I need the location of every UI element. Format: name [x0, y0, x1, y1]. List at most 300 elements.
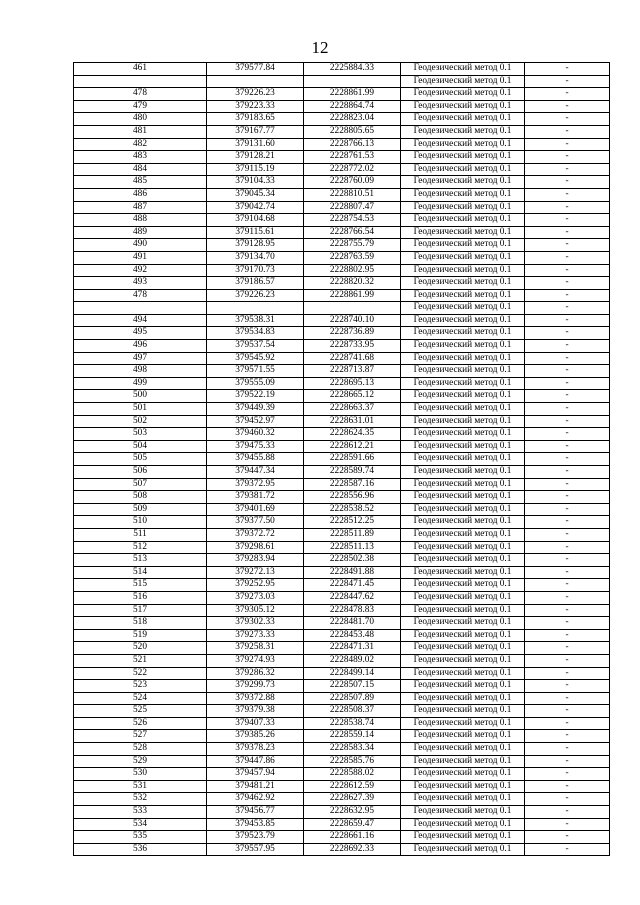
point-number-cell: 487 — [74, 201, 207, 214]
table-row — [74, 466, 610, 479]
point-number-cell: 531 — [74, 780, 207, 793]
x-coordinate-cell: 379475.33 — [207, 440, 304, 453]
table-row — [74, 503, 610, 516]
note-cell: - — [525, 466, 610, 479]
x-coordinate-cell: 379557.95 — [207, 843, 304, 856]
table-row — [74, 806, 610, 819]
point-number-cell: 535 — [74, 831, 207, 844]
method-cell: Геодезический метод 0.1 — [401, 642, 525, 655]
point-number-cell: 501 — [74, 403, 207, 416]
x-coordinate-cell: 379299.73 — [207, 680, 304, 693]
y-coordinate-cell: 2228491.88 — [304, 566, 401, 579]
point-number-cell: 489 — [74, 226, 207, 239]
method-cell: Геодезический метод 0.1 — [401, 692, 525, 705]
point-number-cell: 509 — [74, 503, 207, 516]
point-number-cell: 502 — [74, 415, 207, 428]
x-coordinate-cell: 379457.94 — [207, 768, 304, 781]
x-coordinate-cell: 379455.88 — [207, 453, 304, 466]
point-number-cell: 483 — [74, 151, 207, 164]
method-cell: Геодезический метод 0.1 — [401, 667, 525, 680]
y-coordinate-cell: 2228587.16 — [304, 478, 401, 491]
coordinates-table-body — [74, 63, 610, 856]
point-number-cell: 478 — [74, 88, 207, 101]
y-coordinate-cell: 2228511.13 — [304, 541, 401, 554]
x-coordinate-cell: 379226.23 — [207, 289, 304, 302]
point-number-cell: 515 — [74, 579, 207, 592]
y-coordinate-cell: 2228538.74 — [304, 717, 401, 730]
point-number-cell: 518 — [74, 617, 207, 630]
note-cell: - — [525, 843, 610, 856]
point-number-cell: 523 — [74, 680, 207, 693]
table-row — [74, 642, 610, 655]
table-row — [74, 692, 610, 705]
note-cell: - — [525, 75, 610, 88]
x-coordinate-cell: 379252.95 — [207, 579, 304, 592]
note-cell: - — [525, 591, 610, 604]
y-coordinate-cell: 2228733.95 — [304, 340, 401, 353]
note-cell: - — [525, 642, 610, 655]
method-cell: Геодезический метод 0.1 — [401, 843, 525, 856]
x-coordinate-cell: 379170.73 — [207, 264, 304, 277]
point-number-cell: 485 — [74, 176, 207, 189]
y-coordinate-cell: 2228489.02 — [304, 654, 401, 667]
x-coordinate-cell: 379134.70 — [207, 251, 304, 264]
point-number-cell: 480 — [74, 113, 207, 126]
table-row — [74, 264, 610, 277]
point-number-cell: 461 — [74, 63, 207, 76]
note-cell: - — [525, 654, 610, 667]
y-coordinate-cell: 2228447.62 — [304, 591, 401, 604]
table-row — [74, 680, 610, 693]
method-cell: Геодезический метод 0.1 — [401, 654, 525, 667]
x-coordinate-cell: 379571.55 — [207, 365, 304, 378]
point-number-cell: 525 — [74, 705, 207, 718]
point-number-cell: 505 — [74, 453, 207, 466]
table-row — [74, 629, 610, 642]
point-number-cell: 524 — [74, 692, 207, 705]
method-cell: Геодезический метод 0.1 — [401, 528, 525, 541]
x-coordinate-cell: 379283.94 — [207, 554, 304, 567]
x-coordinate-cell: 379167.77 — [207, 125, 304, 138]
point-number-cell — [74, 302, 207, 315]
point-number-cell: 494 — [74, 314, 207, 327]
table-row — [74, 214, 610, 227]
note-cell: - — [525, 528, 610, 541]
point-number-cell: 499 — [74, 377, 207, 390]
note-cell: - — [525, 226, 610, 239]
method-cell: Геодезический метод 0.1 — [401, 226, 525, 239]
note-cell: - — [525, 806, 610, 819]
method-cell: Геодезический метод 0.1 — [401, 314, 525, 327]
table-row — [74, 453, 610, 466]
note-cell: - — [525, 541, 610, 554]
point-number-cell: 496 — [74, 340, 207, 353]
x-coordinate-cell: 379223.33 — [207, 100, 304, 113]
note-cell: - — [525, 780, 610, 793]
y-coordinate-cell — [304, 75, 401, 88]
table-row — [74, 201, 610, 214]
point-number-cell: 522 — [74, 667, 207, 680]
point-number-cell: 520 — [74, 642, 207, 655]
y-coordinate-cell: 2228481.70 — [304, 617, 401, 630]
note-cell: - — [525, 100, 610, 113]
table-row — [74, 365, 610, 378]
table-row — [74, 239, 610, 252]
note-cell: - — [525, 705, 610, 718]
x-coordinate-cell: 379128.95 — [207, 239, 304, 252]
table-row — [74, 667, 610, 680]
table-row — [74, 818, 610, 831]
x-coordinate-cell: 379302.33 — [207, 617, 304, 630]
x-coordinate-cell: 379447.86 — [207, 755, 304, 768]
point-number-cell: 510 — [74, 516, 207, 529]
point-number-cell: 488 — [74, 214, 207, 227]
point-number-cell: 529 — [74, 755, 207, 768]
note-cell: - — [525, 755, 610, 768]
y-coordinate-cell: 2228588.02 — [304, 768, 401, 781]
method-cell: Геодезический метод 0.1 — [401, 793, 525, 806]
table-row — [74, 340, 610, 353]
method-cell: Геодезический метод 0.1 — [401, 617, 525, 630]
method-cell: Геодезический метод 0.1 — [401, 188, 525, 201]
method-cell: Геодезический метод 0.1 — [401, 755, 525, 768]
x-coordinate-cell: 379226.23 — [207, 88, 304, 101]
note-cell: - — [525, 352, 610, 365]
method-cell: Геодезический метод 0.1 — [401, 428, 525, 441]
table-row — [74, 617, 610, 630]
x-coordinate-cell: 379104.68 — [207, 214, 304, 227]
y-coordinate-cell: 2228585.76 — [304, 755, 401, 768]
note-cell: - — [525, 125, 610, 138]
table-row — [74, 831, 610, 844]
page-number: 12 — [311, 38, 329, 57]
x-coordinate-cell: 379272.13 — [207, 566, 304, 579]
table-row — [74, 717, 610, 730]
method-cell: Геодезический метод 0.1 — [401, 440, 525, 453]
method-cell: Геодезический метод 0.1 — [401, 113, 525, 126]
point-number-cell: 508 — [74, 491, 207, 504]
table-row — [74, 554, 610, 567]
x-coordinate-cell: 379460.32 — [207, 428, 304, 441]
x-coordinate-cell: 379128.21 — [207, 151, 304, 164]
x-coordinate-cell: 379538.31 — [207, 314, 304, 327]
y-coordinate-cell: 2228507.15 — [304, 680, 401, 693]
note-cell: - — [525, 365, 610, 378]
table-row — [74, 491, 610, 504]
method-cell: Геодезический метод 0.1 — [401, 516, 525, 529]
point-number-cell: 490 — [74, 239, 207, 252]
note-cell: - — [525, 188, 610, 201]
note-cell: - — [525, 516, 610, 529]
x-coordinate-cell: 379447.34 — [207, 466, 304, 479]
table-row — [74, 843, 610, 856]
point-number-cell: 506 — [74, 466, 207, 479]
y-coordinate-cell: 2225884.33 — [304, 63, 401, 76]
note-cell: - — [525, 579, 610, 592]
point-number-cell: 481 — [74, 125, 207, 138]
point-number-cell: 533 — [74, 806, 207, 819]
method-cell: Геодезический метод 0.1 — [401, 604, 525, 617]
method-cell: Геодезический метод 0.1 — [401, 377, 525, 390]
method-cell: Геодезический метод 0.1 — [401, 214, 525, 227]
x-coordinate-cell — [207, 302, 304, 315]
y-coordinate-cell: 2228583.34 — [304, 743, 401, 756]
y-coordinate-cell: 2228631.01 — [304, 415, 401, 428]
note-cell: - — [525, 377, 610, 390]
y-coordinate-cell: 2228820.32 — [304, 277, 401, 290]
x-coordinate-cell: 379523.79 — [207, 831, 304, 844]
method-cell: Геодезический метод 0.1 — [401, 541, 525, 554]
y-coordinate-cell: 2228740.10 — [304, 314, 401, 327]
y-coordinate-cell: 2228661.16 — [304, 831, 401, 844]
note-cell: - — [525, 88, 610, 101]
method-cell: Геодезический метод 0.1 — [401, 554, 525, 567]
table-row — [74, 541, 610, 554]
note-cell: - — [525, 327, 610, 340]
x-coordinate-cell: 379537.54 — [207, 340, 304, 353]
note-cell: - — [525, 176, 610, 189]
note-cell: - — [525, 478, 610, 491]
note-cell: - — [525, 692, 610, 705]
table-row — [74, 100, 610, 113]
note-cell: - — [525, 138, 610, 151]
table-row — [74, 163, 610, 176]
table-row — [74, 151, 610, 164]
x-coordinate-cell: 379115.61 — [207, 226, 304, 239]
y-coordinate-cell: 2228508.37 — [304, 705, 401, 718]
point-number-cell: 516 — [74, 591, 207, 604]
method-cell: Геодезический метод 0.1 — [401, 591, 525, 604]
point-number-cell — [74, 75, 207, 88]
note-cell: - — [525, 793, 610, 806]
x-coordinate-cell: 379449.39 — [207, 403, 304, 416]
x-coordinate-cell: 379305.12 — [207, 604, 304, 617]
table-row — [74, 390, 610, 403]
y-coordinate-cell: 2228471.45 — [304, 579, 401, 592]
x-coordinate-cell — [207, 75, 304, 88]
table-row — [74, 63, 610, 76]
y-coordinate-cell: 2228559.14 — [304, 730, 401, 743]
note-cell: - — [525, 768, 610, 781]
y-coordinate-cell: 2228612.59 — [304, 780, 401, 793]
table-row — [74, 251, 610, 264]
y-coordinate-cell: 2228659.47 — [304, 818, 401, 831]
method-cell: Геодезический метод 0.1 — [401, 717, 525, 730]
y-coordinate-cell: 2228772.02 — [304, 163, 401, 176]
method-cell: Геодезический метод 0.1 — [401, 818, 525, 831]
method-cell: Геодезический метод 0.1 — [401, 403, 525, 416]
method-cell: Геодезический метод 0.1 — [401, 277, 525, 290]
point-number-cell: 513 — [74, 554, 207, 567]
note-cell: - — [525, 289, 610, 302]
point-number-cell: 526 — [74, 717, 207, 730]
table-row — [74, 327, 610, 340]
point-number-cell: 534 — [74, 818, 207, 831]
method-cell: Геодезический метод 0.1 — [401, 806, 525, 819]
table-row — [74, 176, 610, 189]
y-coordinate-cell: 2228760.09 — [304, 176, 401, 189]
y-coordinate-cell: 2228695.13 — [304, 377, 401, 390]
x-coordinate-cell: 379401.69 — [207, 503, 304, 516]
x-coordinate-cell: 379379.38 — [207, 705, 304, 718]
y-coordinate-cell: 2228802.95 — [304, 264, 401, 277]
method-cell: Геодезический метод 0.1 — [401, 453, 525, 466]
note-cell: - — [525, 163, 610, 176]
point-number-cell: 530 — [74, 768, 207, 781]
table-row — [74, 516, 610, 529]
table-row — [74, 226, 610, 239]
method-cell: Геодезический метод 0.1 — [401, 365, 525, 378]
note-cell: - — [525, 604, 610, 617]
table-row — [74, 768, 610, 781]
point-number-cell: 495 — [74, 327, 207, 340]
table-row — [74, 654, 610, 667]
method-cell: Геодезический метод 0.1 — [401, 730, 525, 743]
x-coordinate-cell: 379385.26 — [207, 730, 304, 743]
point-number-cell: 500 — [74, 390, 207, 403]
note-cell: - — [525, 503, 610, 516]
x-coordinate-cell: 379042.74 — [207, 201, 304, 214]
table-row — [74, 793, 610, 806]
y-coordinate-cell — [304, 302, 401, 315]
x-coordinate-cell: 379377.50 — [207, 516, 304, 529]
note-cell: - — [525, 730, 610, 743]
y-coordinate-cell: 2228692.33 — [304, 843, 401, 856]
x-coordinate-cell: 379273.33 — [207, 629, 304, 642]
note-cell: - — [525, 63, 610, 76]
y-coordinate-cell: 2228761.53 — [304, 151, 401, 164]
table-row — [74, 302, 610, 315]
method-cell: Геодезический метод 0.1 — [401, 151, 525, 164]
note-cell: - — [525, 277, 610, 290]
method-cell: Геодезический метод 0.1 — [401, 100, 525, 113]
point-number-cell: 484 — [74, 163, 207, 176]
table-row — [74, 478, 610, 491]
y-coordinate-cell: 2228478.83 — [304, 604, 401, 617]
x-coordinate-cell: 379577.84 — [207, 63, 304, 76]
y-coordinate-cell: 2228591.66 — [304, 453, 401, 466]
note-cell: - — [525, 717, 610, 730]
note-cell: - — [525, 302, 610, 315]
point-number-cell: 479 — [74, 100, 207, 113]
table-row — [74, 440, 610, 453]
y-coordinate-cell: 2228807.47 — [304, 201, 401, 214]
point-number-cell: 512 — [74, 541, 207, 554]
method-cell: Геодезический метод 0.1 — [401, 327, 525, 340]
x-coordinate-cell: 379258.31 — [207, 642, 304, 655]
note-cell: - — [525, 491, 610, 504]
table-row — [74, 604, 610, 617]
method-cell: Геодезический метод 0.1 — [401, 680, 525, 693]
method-cell: Геодезический метод 0.1 — [401, 75, 525, 88]
y-coordinate-cell: 2228665.12 — [304, 390, 401, 403]
x-coordinate-cell: 379378.23 — [207, 743, 304, 756]
method-cell: Геодезический метод 0.1 — [401, 251, 525, 264]
note-cell: - — [525, 629, 610, 642]
point-number-cell: 527 — [74, 730, 207, 743]
x-coordinate-cell: 379183.65 — [207, 113, 304, 126]
method-cell: Геодезический метод 0.1 — [401, 125, 525, 138]
table-row — [74, 705, 610, 718]
method-cell: Геодезический метод 0.1 — [401, 831, 525, 844]
y-coordinate-cell: 2228499.14 — [304, 667, 401, 680]
note-cell: - — [525, 239, 610, 252]
method-cell: Геодезический метод 0.1 — [401, 466, 525, 479]
point-number-cell: 493 — [74, 277, 207, 290]
method-cell: Геодезический метод 0.1 — [401, 352, 525, 365]
y-coordinate-cell: 2228624.35 — [304, 428, 401, 441]
table-row — [74, 88, 610, 101]
note-cell: - — [525, 390, 610, 403]
note-cell: - — [525, 667, 610, 680]
y-coordinate-cell: 2228632.95 — [304, 806, 401, 819]
point-number-cell: 511 — [74, 528, 207, 541]
method-cell: Геодезический метод 0.1 — [401, 340, 525, 353]
point-number-cell: 486 — [74, 188, 207, 201]
y-coordinate-cell: 2228763.59 — [304, 251, 401, 264]
note-cell: - — [525, 566, 610, 579]
note-cell: - — [525, 113, 610, 126]
y-coordinate-cell: 2228736.89 — [304, 327, 401, 340]
note-cell: - — [525, 680, 610, 693]
x-coordinate-cell: 379372.88 — [207, 692, 304, 705]
point-number-cell: 478 — [74, 289, 207, 302]
x-coordinate-cell: 379381.72 — [207, 491, 304, 504]
method-cell: Геодезический метод 0.1 — [401, 629, 525, 642]
y-coordinate-cell: 2228861.99 — [304, 88, 401, 101]
y-coordinate-cell: 2228861.99 — [304, 289, 401, 302]
table-row — [74, 579, 610, 592]
point-number-cell: 536 — [74, 843, 207, 856]
x-coordinate-cell: 379462.92 — [207, 793, 304, 806]
y-coordinate-cell: 2228538.52 — [304, 503, 401, 516]
method-cell: Геодезический метод 0.1 — [401, 264, 525, 277]
table-row — [74, 289, 610, 302]
point-number-cell: 519 — [74, 629, 207, 642]
point-number-cell: 503 — [74, 428, 207, 441]
point-number-cell: 532 — [74, 793, 207, 806]
table-row — [74, 403, 610, 416]
note-cell: - — [525, 415, 610, 428]
x-coordinate-cell: 379104.33 — [207, 176, 304, 189]
y-coordinate-cell: 2228810.51 — [304, 188, 401, 201]
point-number-cell: 528 — [74, 743, 207, 756]
y-coordinate-cell: 2228556.96 — [304, 491, 401, 504]
note-cell: - — [525, 214, 610, 227]
note-cell: - — [525, 264, 610, 277]
point-number-cell: 491 — [74, 251, 207, 264]
y-coordinate-cell: 2228823.04 — [304, 113, 401, 126]
x-coordinate-cell: 379452.97 — [207, 415, 304, 428]
point-number-cell: 504 — [74, 440, 207, 453]
table-row — [74, 780, 610, 793]
y-coordinate-cell: 2228453.48 — [304, 629, 401, 642]
table-row — [74, 352, 610, 365]
method-cell: Геодезический метод 0.1 — [401, 780, 525, 793]
table-row — [74, 377, 610, 390]
x-coordinate-cell: 379274.93 — [207, 654, 304, 667]
table-row — [74, 566, 610, 579]
method-cell: Геодезический метод 0.1 — [401, 503, 525, 516]
y-coordinate-cell: 2228471.31 — [304, 642, 401, 655]
method-cell: Геодезический метод 0.1 — [401, 566, 525, 579]
note-cell: - — [525, 151, 610, 164]
note-cell: - — [525, 440, 610, 453]
table-row — [74, 528, 610, 541]
y-coordinate-cell: 2228512.25 — [304, 516, 401, 529]
table-row — [74, 188, 610, 201]
y-coordinate-cell: 2228864.74 — [304, 100, 401, 113]
